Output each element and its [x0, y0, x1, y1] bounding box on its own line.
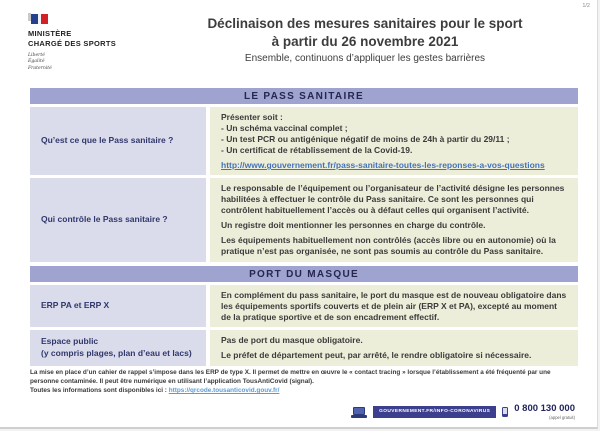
- table-row-erp: [30, 285, 578, 327]
- section-header-pass-sanitaire: LE PASS SANITAIRE: [30, 88, 578, 104]
- page-title-line1: Déclinaison des mesures sanitaires pour le sport: [207, 16, 523, 31]
- footnote-text: La mise en place d’un cahier de rappel s’impose dans les ERP de type X. Il permet de mettre en œuvre le « contact tracing » lorsque l’établissement a été fréquenté par une personne contaminée. Il peut être numérique en utilisant l’application TousAntiCovid (signal).: [30, 369, 551, 385]
- table-row-espace-public: [30, 330, 578, 366]
- row-label-espace-public: [30, 330, 206, 366]
- page-number: 1/2: [582, 3, 590, 9]
- row-label-quest-ce-que: Qu’est ce que le Pass sanitaire ?: [30, 107, 206, 175]
- label-line1: Espace public: [41, 336, 99, 347]
- section-header-port-du-masque: PORT DU MASQUE: [30, 266, 578, 282]
- motto-liberte: Liberté: [28, 52, 45, 58]
- document-title-block: [150, 15, 580, 64]
- page-title-line2: à partir du 26 novembre 2021: [271, 33, 459, 49]
- content-line: - Un test PCR ou antigénique négatif de moins de 24h à partir du 29/11 ;: [221, 134, 510, 145]
- content-paragraph: Le préfet de département peut, par arrêté, le rendre obligatoire si nécessaire.: [221, 350, 532, 361]
- government-info-bar: [351, 404, 575, 420]
- content-line: Présenter soit :: [221, 112, 283, 122]
- republic-motto: [28, 53, 148, 74]
- row-content-qui-controle: [210, 178, 578, 261]
- ministry-logo: [28, 13, 148, 73]
- row-content-espace-public: [210, 330, 578, 366]
- phone-icon: [502, 407, 508, 417]
- hotline-note: (appel gratuit): [549, 414, 575, 420]
- row-content-quest-ce-que: [210, 107, 578, 175]
- table-row-qui-controle: [30, 178, 578, 261]
- phone-block: [514, 404, 575, 420]
- footnote: [30, 369, 578, 396]
- content-paragraph: En complément du pass sanitaire, le port du masque est de nouveau obligatoire dans les équipements sportifs couverts et de plein air (ERP X et PA), excepté au moment de la pratique sportive et de son encadrement effectif.: [221, 289, 567, 322]
- footnote-info-prefix: Toutes les informations sont disponibles ici :: [30, 386, 169, 394]
- motto-fraternite: Fraternité: [28, 66, 52, 72]
- page-subtitle: Ensemble, continuons d’appliquer les gestes barrières: [244, 53, 486, 65]
- row-content-erp: [210, 285, 578, 327]
- motto-egalite: Égalité: [28, 59, 45, 65]
- content-line: - Un certificat de rétablissement de la Covid-19.: [221, 145, 413, 156]
- content-paragraph: Pas de port du masque obligatoire.: [221, 335, 363, 346]
- content-paragraph: Un registre doit mentionner les personnes en charge du contrôle.: [221, 220, 486, 231]
- french-flag-icon: [28, 13, 51, 25]
- ministry-name-line1: MINISTÈRE: [28, 29, 72, 38]
- row-label-qui-controle: Qui contrôle le Pass sanitaire ?: [30, 178, 206, 261]
- label-line2: (y compris plages, plan d’eau et lacs): [41, 347, 192, 358]
- content-paragraph: Le responsable de l’équipement ou l’organisateur de l’activité désigne les personnes habilitées à effectuer le contrôle du Pass sanitaire. Ce sont les personnes qui contrôlent habituellement l’accès ou à défaut celles qui organisent l’activité.: [221, 183, 565, 216]
- content-line: - Un schéma vaccinal complet ;: [221, 123, 348, 134]
- gouvernement-pass-sanitaire-link[interactable]: http://www.gouvernement.fr/pass-sanitaire-toutes-les-reponses-a-vos-questions: [221, 160, 545, 171]
- ministry-name-line2: CHARGÉ DES SPORTS: [28, 38, 117, 48]
- table-row-quest-ce-que: [30, 107, 578, 175]
- hotline-number: 0 800 130 000: [514, 403, 575, 414]
- gouvernement-info-coronavirus-badge: GOUVERNEMENT.FR/INFO-CORONAVIRUS: [373, 406, 496, 418]
- content-paragraph: Les équipements habituellement non contrôlés (accès libre ou en autonomie) où la pratique n’est pas organisée, ne sont pas soumis au contrôle du Pass sanitaire.: [221, 235, 556, 257]
- tousanticovid-qrcode-link[interactable]: https://qrcode.tousanticovid.gouv.fr/: [168, 386, 280, 394]
- laptop-icon: [351, 406, 367, 418]
- row-label-erp: ERP PA et ERP X: [30, 285, 206, 327]
- measures-table: [30, 88, 578, 369]
